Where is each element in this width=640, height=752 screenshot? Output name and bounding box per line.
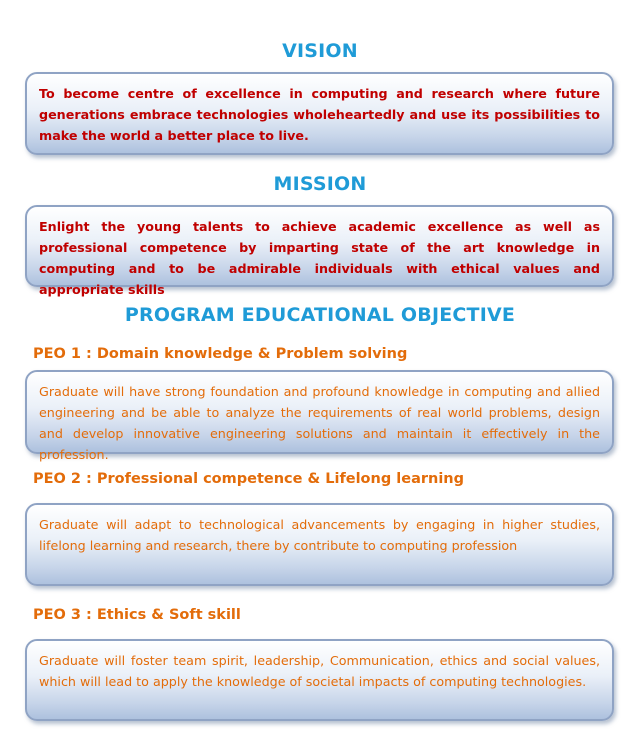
peo3-text: Graduate will foster team spirit, leadership, Communication, ethics and social values, which will lead to apply the knowledge of societal impacts of computing technologies. (39, 653, 600, 689)
vision-text: To become centre of excellence in computing and research where future generations embrace technologies wholeheartedly and use its possibilities to make the world a better place to live. (39, 86, 600, 143)
peo3-box (25, 639, 614, 721)
peo1-heading: PEO 1 : Domain knowledge & Problem solving (33, 346, 408, 362)
vision-title: VISION (282, 40, 358, 62)
mission-box (25, 205, 614, 297)
peo2-box (25, 503, 614, 586)
peo3-heading: PEO 3 : Ethics & Soft skill (33, 607, 241, 623)
vision-box (25, 72, 614, 155)
peo-section-title: PROGRAM EDUCATIONAL OBJECTIVE (124, 304, 516, 326)
peo1-text: Graduate will have strong foundation and profound knowledge in computing and allied engineering and be able to analyze the requirements of real world problems, design and develop innovative engineering solutions and maintain it effectively in the profession. (39, 384, 600, 462)
mission-title: MISSION (273, 173, 367, 195)
peo2-heading: PEO 2 : Professional competence & Lifelong learning (33, 471, 464, 487)
peo2-text: Graduate will adapt to technological advancements by engaging in higher studies, lifelong learning and research, there by contribute to computing profession (39, 517, 600, 553)
mission-text: Enlight the young talents to achieve academic excellence as well as professional competence by imparting state of the art knowledge in computing and to be admirable individuals with ethical values and appropriate skills (39, 219, 600, 297)
peo1-box (25, 370, 614, 462)
